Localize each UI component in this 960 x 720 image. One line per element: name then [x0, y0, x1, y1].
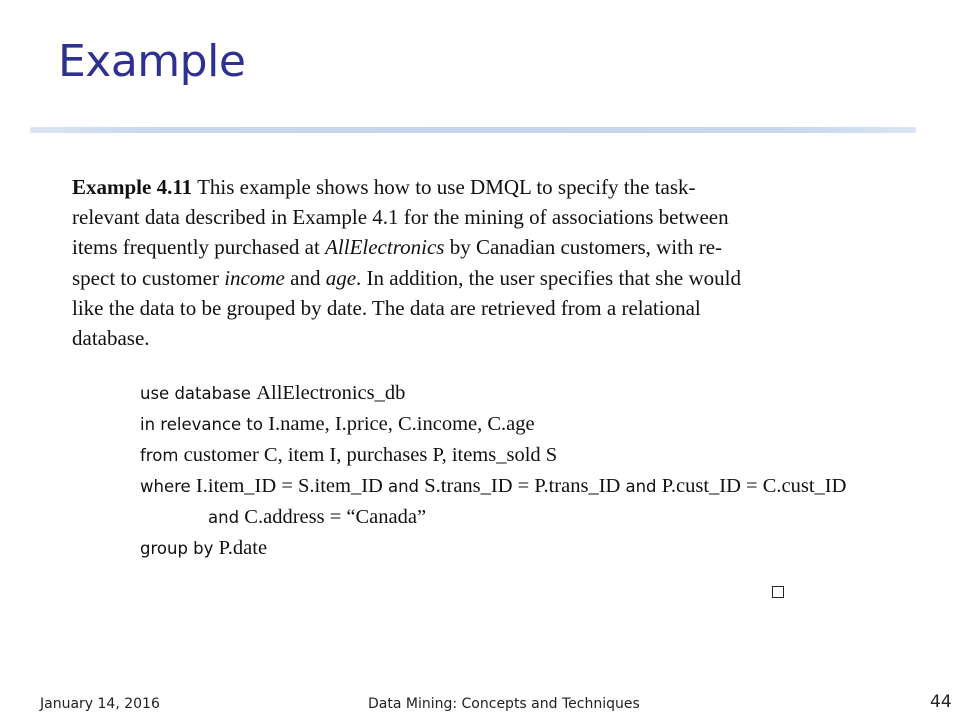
query-keyword: group by	[140, 539, 219, 558]
footer-date: January 14, 2016	[40, 696, 160, 712]
qed-square-icon	[772, 586, 784, 598]
line4-text-c: . In addition, the user specifies that she would	[356, 265, 741, 290]
query-line-3	[140, 440, 930, 471]
query-value: customer C, item I, purchases P, items_sold S	[183, 444, 558, 466]
paragraph-line-5: like the data to be grouped by date. The data are retrieved from a relational	[72, 295, 701, 320]
query-value: S.trans_ID = P.trans_ID	[424, 475, 626, 497]
query-line-6	[140, 533, 930, 564]
query-keyword: where	[140, 477, 196, 496]
line3-text-b: by Canadian customers, with re-	[444, 235, 723, 260]
line4-text-a: spect to customer	[72, 265, 225, 290]
paragraph-line-4	[72, 263, 792, 293]
page-number: 44	[930, 692, 952, 712]
example-paragraph	[72, 172, 792, 353]
query-line-5	[140, 502, 930, 533]
query-value: I.item_ID = S.item_ID	[195, 475, 388, 497]
dmql-query-block	[140, 378, 930, 564]
paragraph-line-6: database.	[72, 326, 150, 351]
query-value: AllElectronics_db	[256, 382, 406, 404]
query-keyword: from	[140, 446, 184, 465]
query-value: P.cust_ID = C.cust_ID	[661, 475, 847, 497]
query-keyword: and	[387, 477, 425, 496]
paragraph-line-1-text: This example shows how to use DMQL to specify the task-	[197, 175, 696, 199]
footer-title: Data Mining: Concepts and Techniques	[368, 696, 640, 712]
query-keyword: and	[208, 508, 245, 527]
query-line-4	[140, 471, 930, 502]
line3-italic: AllElectronics	[325, 235, 445, 260]
query-keyword: in relevance to	[140, 415, 269, 434]
query-value: C.address = “Canada”	[244, 506, 427, 528]
paragraph-line-1	[72, 172, 792, 202]
title-divider	[30, 127, 916, 133]
paragraph-line-2: relevant data described in Example 4.1 for the mining of associations between	[72, 205, 729, 230]
query-line-1	[140, 378, 930, 409]
line4-italic-age: age	[325, 265, 357, 290]
line4-italic-income: income	[224, 265, 285, 290]
query-keyword: use database	[140, 384, 257, 403]
example-text-block	[72, 172, 792, 353]
query-line-2	[140, 409, 930, 440]
slide-title: Example	[58, 36, 246, 87]
query-keyword: and	[625, 477, 662, 496]
query-value: P.date	[218, 537, 268, 559]
line4-text-b: and	[284, 265, 326, 290]
paragraph-line-3	[72, 232, 792, 262]
example-heading: Example 4.11	[72, 175, 193, 199]
query-value: I.name, I.price, C.income, C.age	[268, 413, 535, 435]
line3-text-a: items frequently purchased at	[72, 235, 326, 260]
